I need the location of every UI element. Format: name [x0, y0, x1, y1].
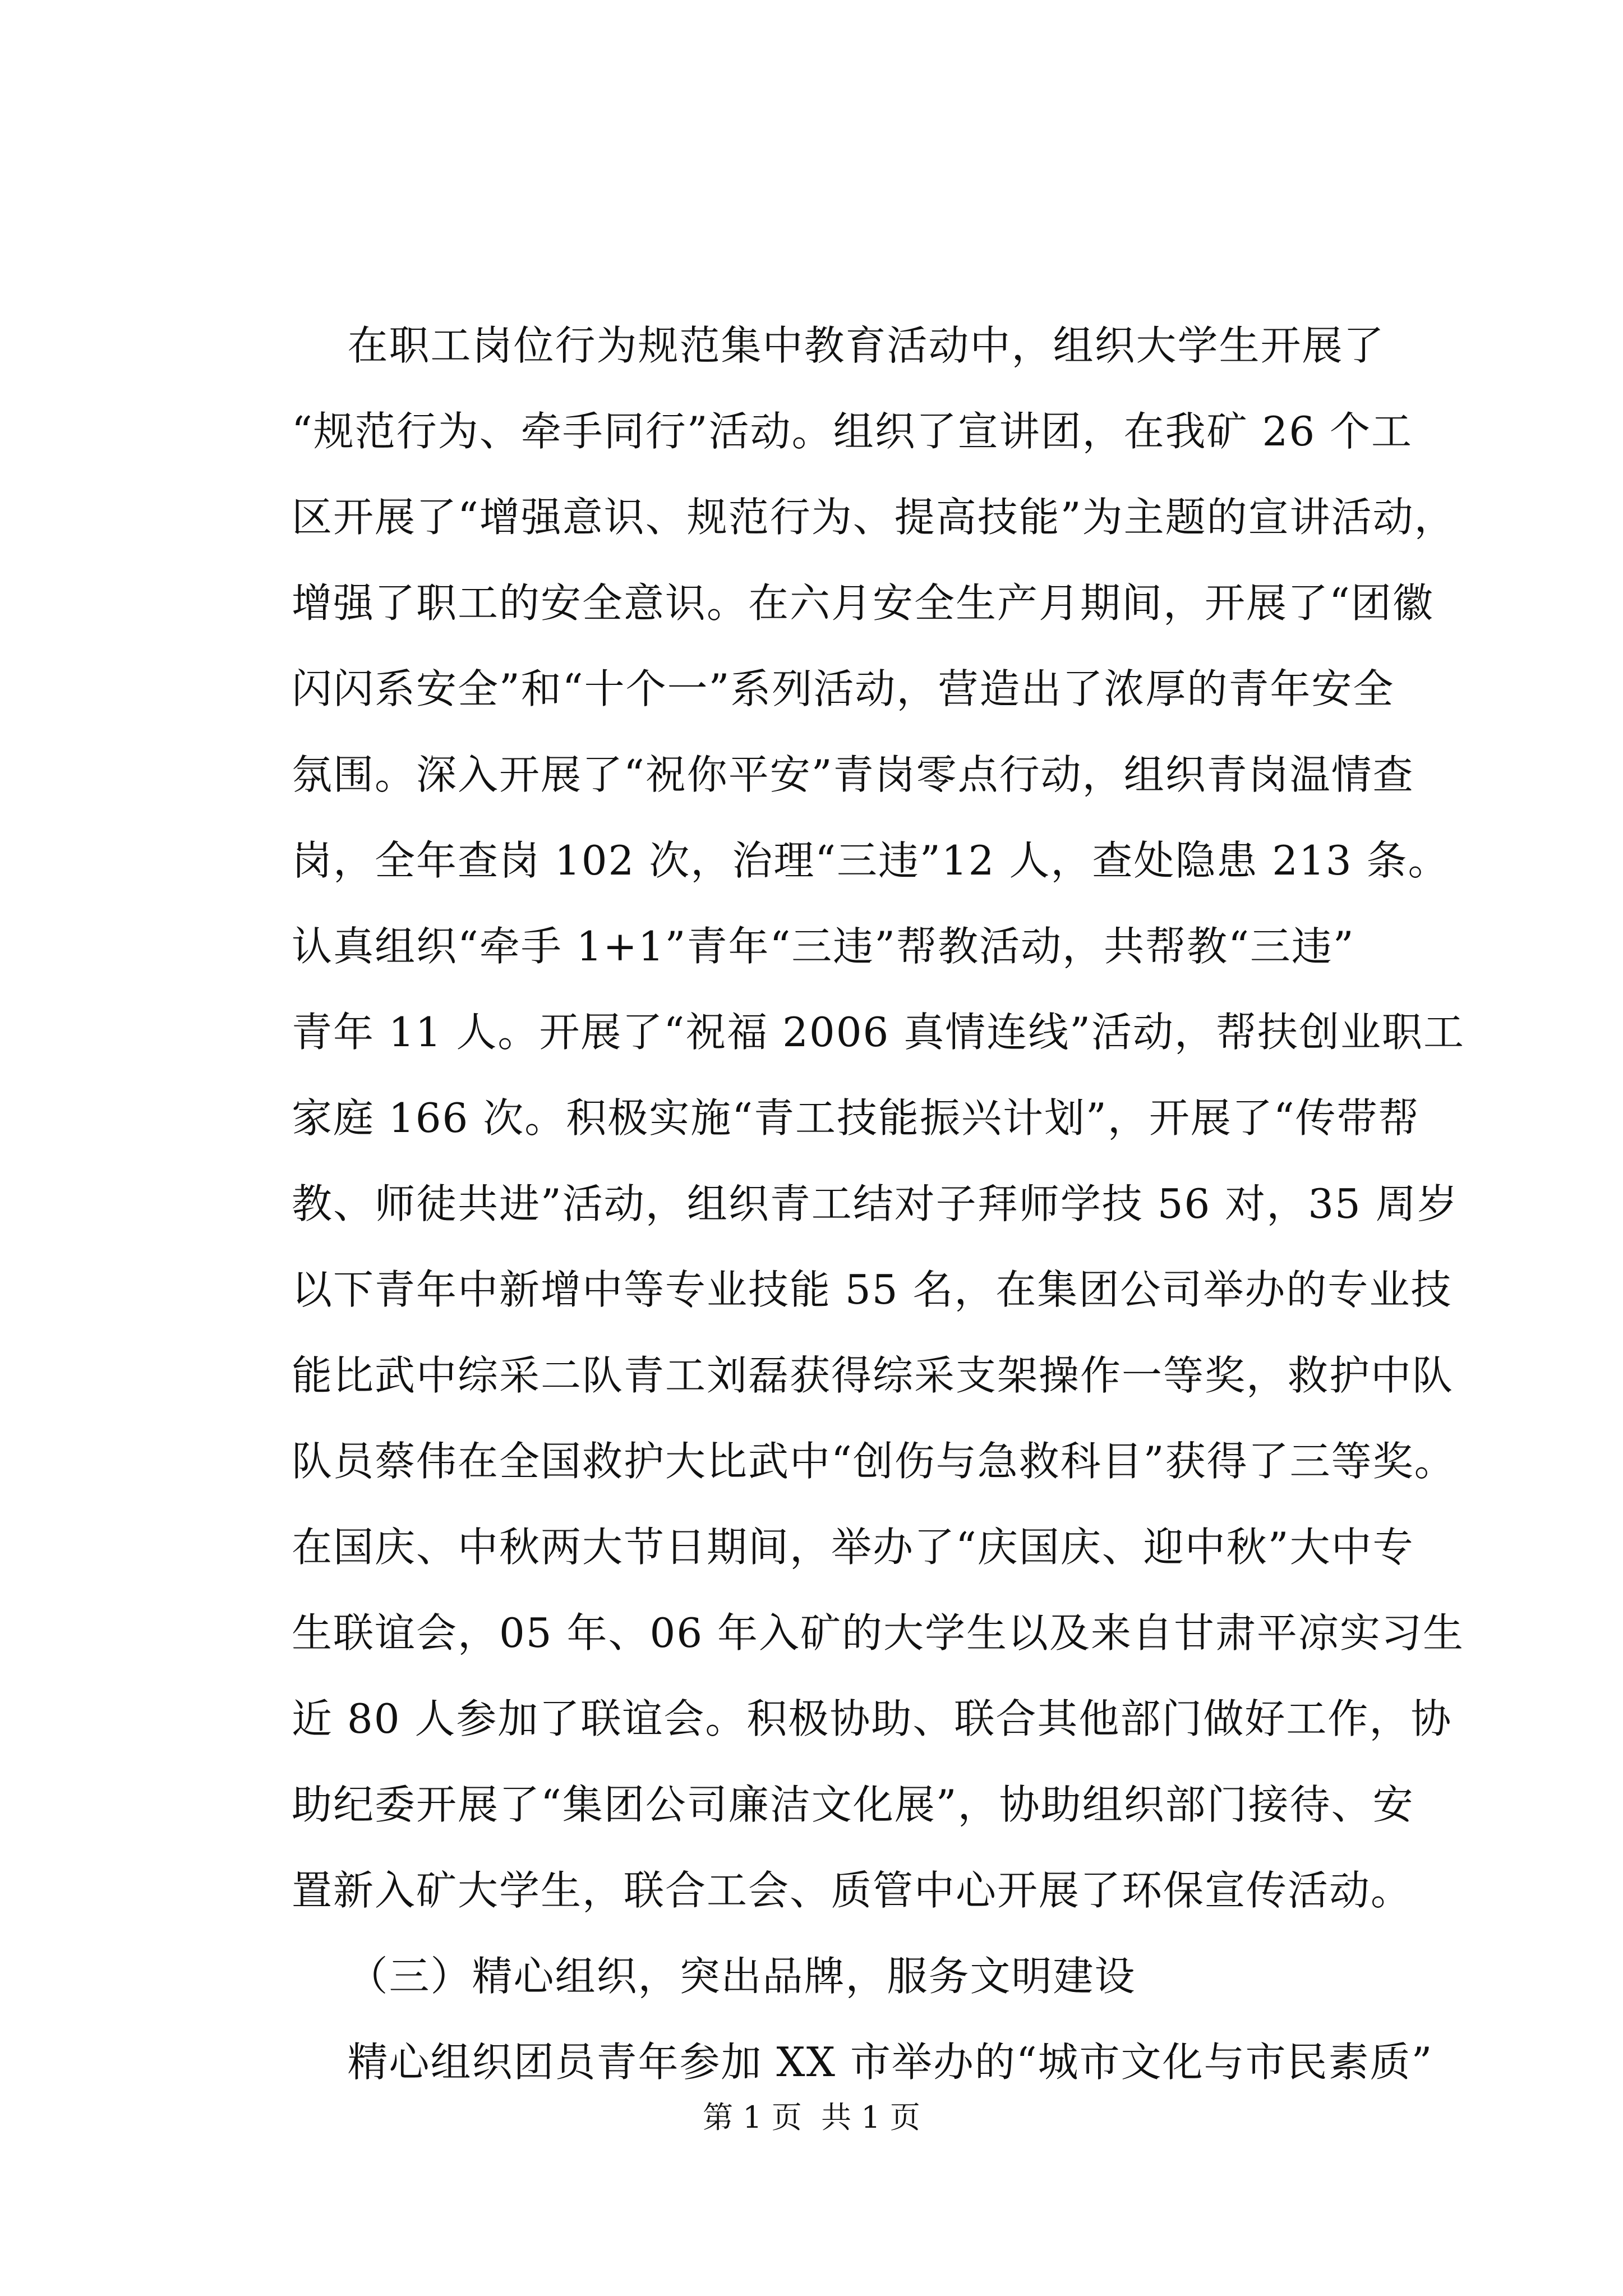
text-line: 在国庆、中秋两大节日期间，举办了“庆国庆、迎中秋”大中专 — [292, 1524, 1414, 1571]
text-line: 精心组织团员青年参加 XX 市举办的“城市文化与市民素质” — [292, 2039, 1433, 2086]
text-line: 生联谊会，05 年、06 年入矿的大学生以及来自甘肃平凉实习生 — [292, 1609, 1465, 1657]
text-line: 置新入矿大学生，联合工会、质管中心开展了环保宣传活动。 — [292, 1867, 1413, 1914]
text-line: 增强了职工的安全意识。在六月安全生产月期间，开展了“团徽 — [292, 579, 1434, 627]
text-line: 近 80 人参加了联谊会。积极协助、联合其他部门做好工作，协 — [292, 1695, 1453, 1742]
section-heading: （三）精心组织，突出品牌，服务文明建设 — [292, 1953, 1136, 2000]
text-line: 认真组织“牵手 1+1”青年“三违”帮教活动，共帮教“三违” — [292, 923, 1355, 970]
text-line: 岗，全年查岗 102 次，治理“三违”12 人，查处隐患 213 条。 — [292, 837, 1450, 884]
text-line: 队员蔡伟在全国救护大比武中“创伤与急救科目”获得了三等奖。 — [292, 1438, 1456, 1485]
text-line: 家庭 166 次。积极实施“青工技能振兴计划”，开展了“传带帮 — [292, 1094, 1420, 1142]
text-line: 以下青年中新增中等专业技能 55 名，在集团公司举办的专业技 — [292, 1266, 1453, 1313]
text-line: “规范行为、牵手同行”活动。组织了宣讲团，在我矿 26 个工 — [292, 408, 1413, 455]
text-line: 在职工岗位行为规范集中教育活动中，组织大学生开展了 — [292, 322, 1385, 369]
text-line: 助纪委开展了“集团公司廉洁文化展”，协助组织部门接待、安 — [292, 1781, 1414, 1828]
text-line: 氛围。深入开展了“祝你平安”青岗零点行动，组织青岗温情查 — [292, 751, 1414, 798]
text-line: 青年 11 人。开展了“祝福 2006 真情连线”活动，帮扶创业职工 — [292, 1009, 1465, 1056]
body-text — [292, 303, 1465, 2105]
text-line: 闪闪系安全”和“十个一”系列活动，营造出了浓厚的青年安全 — [292, 665, 1395, 712]
page-footer: 第 1 页 共 1 页 — [703, 2100, 920, 2135]
text-line: 能比武中综采二队青工刘磊获得综采支架操作一等奖，救护中队 — [292, 1352, 1454, 1399]
text-line: 教、师徒共进”活动，组织青工结对子拜师学技 56 对，35 周岁 — [292, 1180, 1459, 1227]
text-line: 区开展了“增强意识、规范行为、提高技能”为主题的宣讲活动， — [292, 494, 1456, 541]
